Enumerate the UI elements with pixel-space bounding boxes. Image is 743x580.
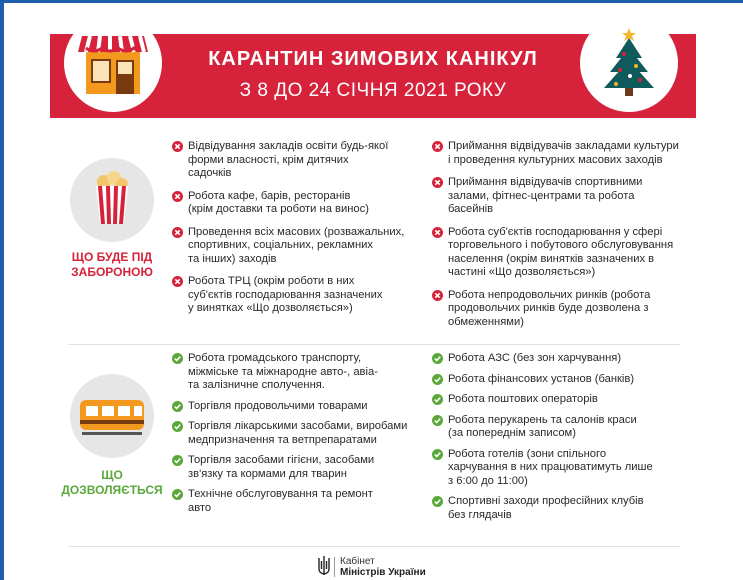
header-subtitle: З 8 ДО 24 СІЧНЯ 2021 РОКУ — [239, 80, 507, 101]
check-circle-icon — [432, 394, 443, 405]
check-circle-icon — [432, 415, 443, 426]
list-item-line: без глядачів — [448, 508, 512, 521]
x-circle-icon — [432, 227, 443, 238]
x-circle-icon — [432, 177, 443, 188]
list-item-line: Проведення всіх масових (розважальних, — [188, 225, 405, 238]
check-circle-icon — [432, 374, 443, 385]
list-item — [432, 393, 682, 407]
forbidden-section — [68, 140, 680, 336]
allowed-label-line2: ДОЗВОЛЯЄТЬСЯ — [61, 483, 163, 497]
list-item-line: та інших) заходів — [188, 252, 277, 265]
check-circle-icon — [172, 421, 183, 432]
list-item — [432, 176, 682, 217]
list-item — [172, 400, 422, 414]
forbidden-label — [56, 250, 168, 280]
forbidden-label-line1: ЩО БУДЕ ПІД — [71, 250, 153, 264]
list-item-line: Робота перукарень та салонів краси — [448, 413, 637, 426]
list-item-line: Приймання відвідувачів закладами культури — [448, 140, 679, 152]
list-item-line: з 6:00 до 11:00) — [448, 474, 528, 487]
popcorn-icon — [70, 158, 154, 242]
x-circle-icon — [172, 191, 183, 202]
check-circle-icon — [172, 455, 183, 466]
list-item — [432, 495, 682, 522]
x-circle-icon — [172, 141, 183, 152]
list-item — [432, 352, 682, 366]
list-item-line: Технічне обслуговування та ремонт — [188, 488, 373, 500]
list-item-line: садочків — [188, 167, 232, 179]
list-item-line: Робота суб'єктів господарювання у сфері — [448, 225, 663, 238]
check-circle-icon — [432, 496, 443, 507]
x-circle-icon — [172, 227, 183, 238]
list-item-line: Робота поштових операторів — [448, 393, 598, 405]
christmas-tree-icon — [580, 14, 678, 112]
list-item — [432, 373, 682, 387]
list-item-line: Робота готелів (зони спільного — [448, 447, 607, 460]
allowed-section — [61, 352, 680, 538]
allowed-list-right — [432, 352, 682, 529]
check-circle-icon — [432, 353, 443, 364]
list-item-line: медпризначення та ветпрепаратами — [188, 433, 377, 446]
list-item-line: авто — [188, 501, 212, 514]
list-item-line: Торгівля засобами гігієни, засобами — [188, 454, 375, 466]
list-item-line: Робота непродовольчих ринків (робота — [448, 288, 651, 301]
list-item — [172, 488, 422, 515]
forbidden-list-right — [432, 140, 682, 338]
list-item-line: і проведення культурних масових заходів — [448, 153, 663, 166]
list-item — [432, 289, 682, 330]
list-item-line: та залізничне сполучення. — [188, 379, 325, 391]
list-item-line: Приймання відвідувачів спортивними — [448, 176, 643, 188]
list-item-line: продовольчих ринків буде дозволена з — [448, 302, 649, 314]
list-item-line: (крім доставки та роботи на винос) — [188, 203, 369, 215]
list-item-line: форми власності, крім дитячих — [188, 153, 349, 166]
forbidden-list-left — [172, 140, 422, 325]
list-item-line: зв'язку та кормами для тварин — [188, 467, 347, 480]
check-circle-icon — [172, 489, 183, 500]
allowed-list-left — [172, 352, 422, 522]
list-item-line: Робота громадського транспорту, — [188, 352, 362, 364]
list-item — [172, 226, 422, 267]
check-circle-icon — [172, 401, 183, 412]
list-item-line: торговельного і побутового обслуговування — [448, 239, 674, 251]
top-frame-bar — [0, 0, 743, 3]
check-circle-icon — [172, 353, 183, 364]
list-item-line: суб'єктів господарювання зазначених — [188, 288, 383, 301]
list-item-line: Робота АЗС (без зон харчування) — [448, 352, 622, 364]
list-item — [172, 454, 422, 481]
list-item — [432, 448, 682, 489]
list-item-line: Робота фінансових установ (банків) — [448, 372, 635, 385]
list-item — [432, 226, 682, 280]
list-item — [172, 190, 422, 217]
list-item-line: харчування в них працюватимуть лише — [448, 461, 653, 473]
x-circle-icon — [432, 290, 443, 301]
list-item-line: Торгівля лікарськими засобами, виробами — [188, 420, 408, 432]
footer-divider — [68, 546, 680, 547]
list-item — [172, 140, 422, 181]
footer-line1: Кабінет — [340, 556, 375, 567]
left-frame-bar — [0, 0, 4, 580]
train-icon — [70, 374, 154, 458]
list-item-line: (за попереднім записом) — [448, 427, 576, 439]
list-item-line: Відвідування закладів освіти будь-якої — [188, 140, 389, 152]
footer — [50, 554, 696, 580]
list-item — [172, 420, 422, 447]
x-circle-icon — [432, 141, 443, 152]
allowed-label-line1: ЩО — [101, 468, 123, 482]
list-item — [172, 352, 422, 393]
x-circle-icon — [172, 276, 183, 287]
list-item-line: Робота ТРЦ (окрім роботи в них — [188, 275, 355, 287]
trident-emblem-icon — [318, 555, 330, 577]
shop-icon — [64, 14, 162, 112]
section-divider — [68, 344, 680, 345]
infographic-card — [50, 14, 696, 580]
allowed-label — [56, 468, 168, 498]
list-item-line: обмеженнями) — [448, 315, 524, 328]
list-item-line: спортивних, соціальних, рекламних — [188, 239, 373, 251]
list-item — [432, 140, 682, 167]
list-item-line: у винятках «Що дозволяється») — [188, 302, 353, 314]
footer-separator — [334, 557, 335, 577]
header-title: КАРАНТИН ЗИМОВИХ КАНІКУЛ — [208, 48, 538, 70]
list-item-line: Робота кафе, барів, ресторанів — [188, 189, 351, 202]
forbidden-label-line2: ЗАБОРОНОЮ — [71, 265, 153, 279]
check-circle-icon — [432, 449, 443, 460]
list-item-line: Торгівля продовольчими товарами — [188, 399, 368, 412]
list-item — [432, 414, 682, 441]
list-item-line: залами, фітнес-центрами та робота басейнів — [448, 189, 635, 215]
list-item-line: Спортивні заходи професійних клубів — [448, 495, 644, 507]
footer-line2: Міністрів України — [340, 567, 426, 578]
list-item-line: міжміське та міжнародне авто-, авіа- — [188, 365, 378, 378]
list-item-line: частині «Що дозволяється») — [448, 266, 596, 278]
list-item — [172, 275, 422, 316]
list-item-line: населення (окрім винятків зазначених в — [448, 252, 655, 265]
